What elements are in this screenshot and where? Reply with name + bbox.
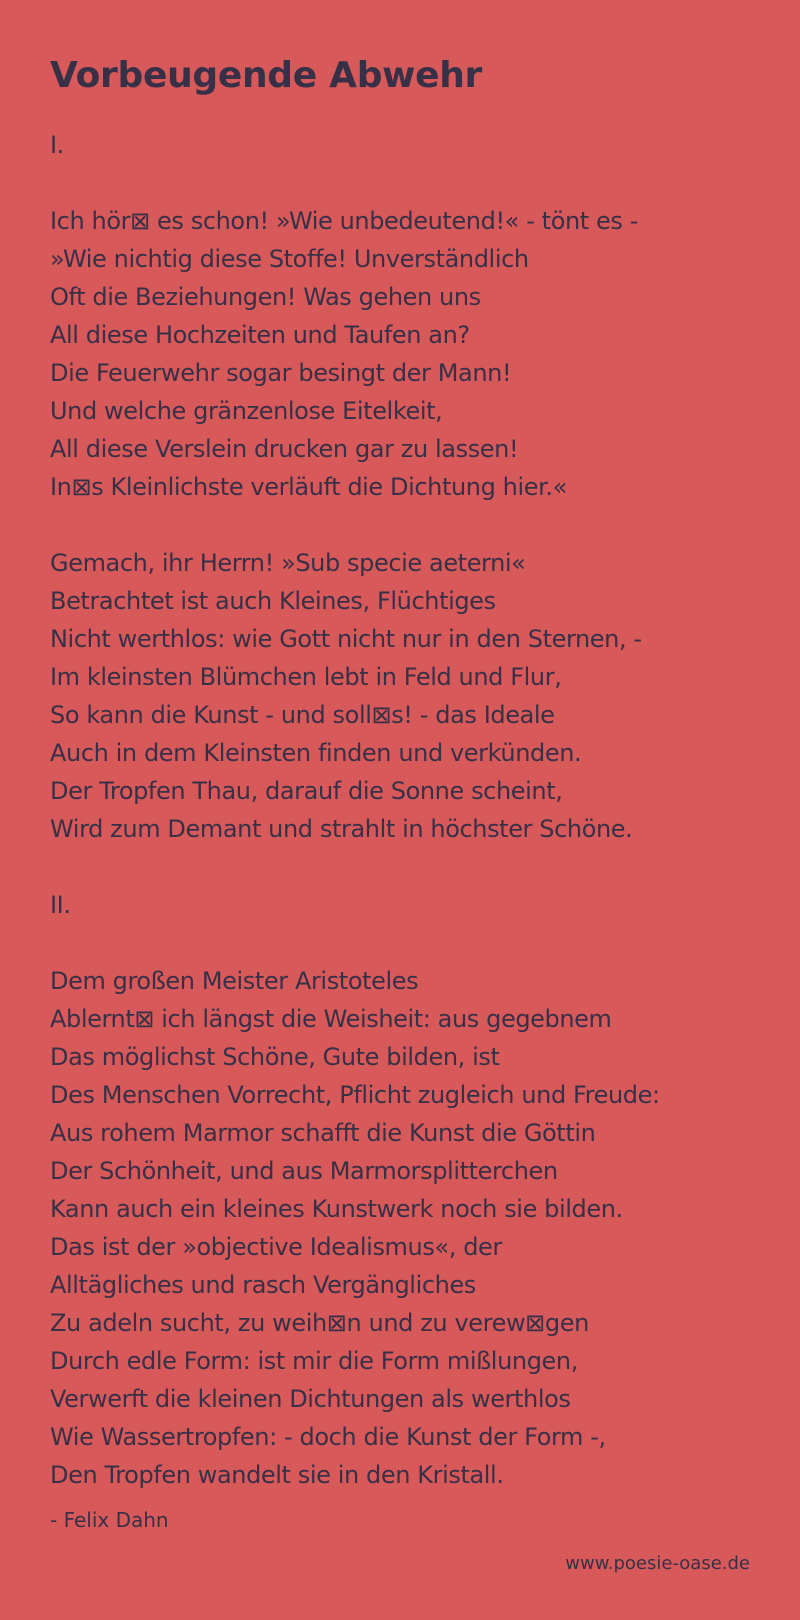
poem-line: Zu adeln sucht, zu weih⊠n und zu verew⊠gen — [50, 1309, 589, 1337]
poem-line: Wird zum Demant und strahlt in höchster Schöne. — [50, 815, 633, 843]
poem-line: Nicht werthlos: wie Gott nicht nur in den Sternen, - — [50, 625, 642, 653]
poem-line: Verwerft die kleinen Dichtungen als werthlos — [50, 1385, 571, 1413]
poem-line: Durch edle Form: ist mir die Form mißlungen, — [50, 1347, 578, 1375]
poem-line: So kann die Kunst - und soll⊠s! - das Ideale — [50, 701, 555, 729]
poem-line: In⊠s Kleinlichste verläuft die Dichtung hier.« — [50, 473, 567, 501]
poem-line: Im kleinsten Blümchen lebt in Feld und Flur, — [50, 663, 562, 691]
poem-line: »Wie nichtig diese Stoffe! Unverständlich — [50, 245, 529, 273]
poem-line: Der Tropfen Thau, darauf die Sonne scheint, — [50, 777, 563, 805]
poem-line: Und welche gränzenlose Eitelkeit, — [50, 397, 443, 425]
poem-line: Der Schönheit, und aus Marmorsplitterchen — [50, 1157, 558, 1185]
poem-line: Das möglichst Schöne, Gute bilden, ist — [50, 1043, 500, 1071]
poem-line: Ich hör⊠ es schon! »Wie unbedeutend!« - tönt es - — [50, 207, 638, 235]
poem-line: All diese Hochzeiten und Taufen an? — [50, 321, 470, 349]
poem-author: - Felix Dahn — [50, 1508, 169, 1532]
stanza-gap — [50, 506, 770, 544]
poem-body — [50, 126, 770, 1494]
stanza-gap — [50, 848, 770, 886]
poem-line: Oft die Beziehungen! Was gehen uns — [50, 283, 481, 311]
poem-line: Dem großen Meister Aristoteles — [50, 967, 419, 995]
poem-line: Des Menschen Vorrecht, Pflicht zugleich und Freude: — [50, 1081, 660, 1109]
poem-title: Vorbeugende Abwehr — [50, 55, 483, 96]
stanza-gap — [50, 924, 770, 962]
poem-line: Betrachtet ist auch Kleines, Flüchtiges — [50, 587, 496, 615]
poem-line: Alltägliches und rasch Vergängliches — [50, 1271, 476, 1299]
poem-line: Ablernt⊠ ich längst die Weisheit: aus gegebnem — [50, 1005, 612, 1033]
poem-line: I. — [50, 131, 64, 159]
poem-line: Aus rohem Marmor schafft die Kunst die Göttin — [50, 1119, 596, 1147]
poem-line: II. — [50, 891, 71, 919]
website-credit: www.poesie-oase.de — [565, 1553, 750, 1574]
poem-line: All diese Verslein drucken gar zu lassen! — [50, 435, 519, 463]
poem-line: Das ist der »objective Idealismus«, der — [50, 1233, 502, 1261]
poem-line: Gemach, ihr Herrn! »Sub specie aeterni« — [50, 549, 526, 577]
poem-line: Auch in dem Kleinsten finden und verkünden. — [50, 739, 582, 767]
poem-line: Kann auch ein kleines Kunstwerk noch sie bilden. — [50, 1195, 623, 1223]
poem-line: Den Tropfen wandelt sie in den Kristall. — [50, 1461, 504, 1489]
poem-line: Wie Wassertropfen: - doch die Kunst der Form -, — [50, 1423, 606, 1451]
stanza-gap — [50, 164, 770, 202]
poem-line: Die Feuerwehr sogar besingt der Mann! — [50, 359, 512, 387]
